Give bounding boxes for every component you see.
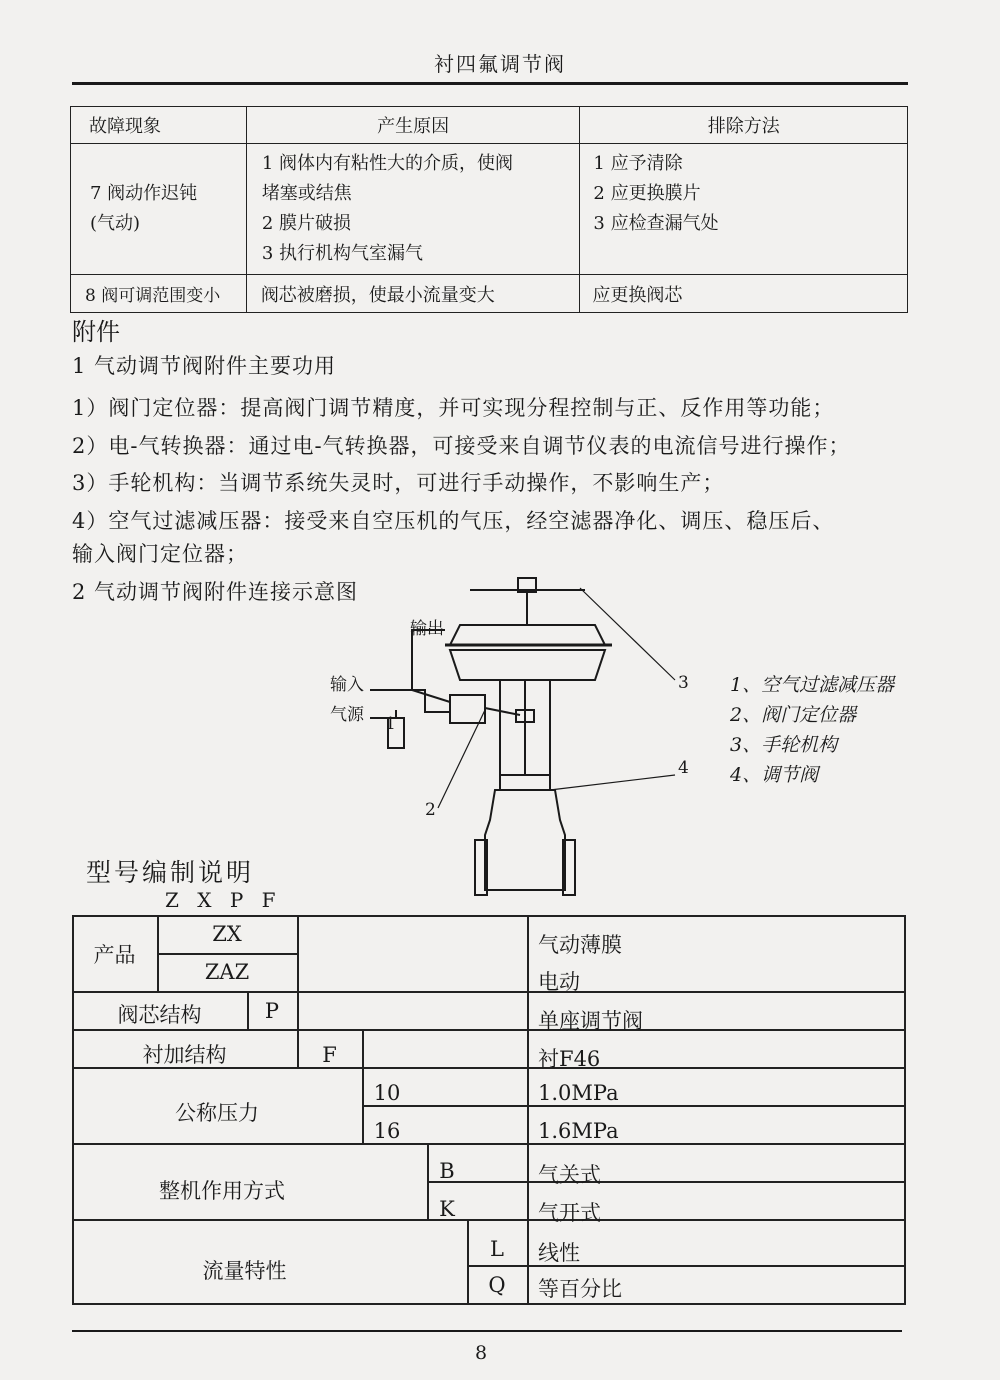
model-air-open: 气开式 bbox=[538, 1201, 601, 1225]
positioner-arm bbox=[485, 708, 520, 715]
header-rule bbox=[72, 82, 908, 85]
model-table bbox=[72, 915, 906, 1305]
legend-item: 1、空气过滤减压器 bbox=[730, 674, 895, 696]
table-row bbox=[71, 144, 908, 275]
diagram-label-input: 输入 bbox=[330, 675, 364, 695]
cause-line: 3 执行机构气室漏气 bbox=[261, 243, 423, 264]
cause-cell: 阀芯被磨损，使最小流量变大 bbox=[246, 275, 580, 313]
accessory-item: 输入阀门定位器； bbox=[72, 542, 248, 566]
model-flow-char-label: 流量特性 bbox=[202, 1259, 287, 1283]
accessory-item: 1）阀门定位器：提高阀门调节精度，并可实现分程控制与正、反作用等功能； bbox=[72, 396, 835, 420]
valve-connection-diagram bbox=[320, 570, 700, 915]
accessory-item: 3）手轮机构：当调节系统失灵时，可进行手动操作，不影响生产； bbox=[72, 471, 725, 495]
model-action-mode-label: 整机作用方式 bbox=[159, 1179, 285, 1203]
diagram-number-4: 4 bbox=[678, 758, 689, 778]
model-code-q: Q bbox=[488, 1273, 506, 1297]
fault-table bbox=[70, 106, 908, 313]
bonnet bbox=[500, 775, 550, 790]
symptom-cell: 8 阀可调范围变小 bbox=[71, 275, 247, 313]
model-core-structure-label: 阀芯结构 bbox=[117, 1003, 202, 1027]
model-f46: 衬F46 bbox=[538, 1047, 601, 1071]
input-pipe bbox=[370, 690, 450, 712]
model-code-b: B bbox=[439, 1159, 455, 1183]
model-code-p: P bbox=[264, 999, 280, 1023]
diagram-number-1: 1 bbox=[385, 714, 396, 734]
model-electric: 电动 bbox=[538, 970, 580, 994]
leader-4 bbox=[550, 775, 675, 790]
remedy-cell bbox=[580, 144, 908, 275]
output-pipe bbox=[412, 630, 450, 702]
cause-line: 堵塞或结焦 bbox=[261, 183, 352, 204]
cause-line: 2 膜片破损 bbox=[261, 213, 351, 234]
model-lining-label: 衬加结构 bbox=[142, 1043, 227, 1067]
remedy-cell: 应更换阀芯 bbox=[580, 275, 908, 313]
actuator-top bbox=[450, 625, 605, 645]
model-code-zx: ZX bbox=[212, 922, 242, 946]
model-single-seat: 单座调节阀 bbox=[538, 1009, 643, 1033]
footer-rule bbox=[72, 1330, 902, 1332]
model-1-6-mpa: 1.6MPa bbox=[538, 1119, 619, 1143]
diagram-label-air-source: 气源 bbox=[330, 705, 364, 725]
model-equal-pct: 等百分比 bbox=[538, 1277, 622, 1301]
model-code-k: K bbox=[439, 1197, 455, 1221]
page-header-title: 衬四氟调节阀 bbox=[434, 52, 566, 76]
diagram-title: 2 气动调节阀附件连接示意图 bbox=[72, 580, 359, 604]
leader-3 bbox=[580, 588, 675, 680]
table-row bbox=[71, 275, 908, 313]
header-remedy: 排除方法 bbox=[580, 107, 908, 144]
header-cause: 产生原因 bbox=[246, 107, 580, 144]
model-product-label: 产品 bbox=[93, 943, 136, 967]
model-code-l: L bbox=[490, 1237, 504, 1261]
page-number: 8 bbox=[475, 1342, 488, 1364]
remedy-line: 1 应予清除 bbox=[593, 153, 683, 174]
diagram-number-2: 2 bbox=[425, 800, 436, 820]
model-nominal-pressure-label: 公称压力 bbox=[175, 1101, 259, 1125]
cause-cell bbox=[246, 144, 580, 275]
diagram-label-output: 输出 bbox=[410, 619, 444, 639]
accessories-subtitle: 1 气动调节阀附件主要功用 bbox=[72, 354, 337, 378]
model-1-0-mpa: 1.0MPa bbox=[538, 1081, 619, 1105]
leader-2 bbox=[438, 710, 485, 808]
model-air-close: 气关式 bbox=[538, 1163, 601, 1187]
symptom-line: (气动) bbox=[90, 213, 141, 234]
section-title-model: 型号编制说明 bbox=[86, 858, 255, 887]
remedy-line: 2 应更换膜片 bbox=[593, 183, 701, 204]
cause-line: 1 阀体内有粘性大的介质，使阀 bbox=[261, 153, 513, 174]
model-code: Z X P F bbox=[165, 888, 282, 912]
model-code-16: 16 bbox=[373, 1119, 401, 1143]
symptom-cell bbox=[71, 144, 247, 275]
header-symptom: 故障现象 bbox=[71, 107, 247, 144]
diagram-number-3: 3 bbox=[678, 673, 689, 693]
legend-item: 4、调节阀 bbox=[730, 764, 819, 786]
diagram-legend bbox=[730, 670, 894, 790]
legend-item: 3、手轮机构 bbox=[730, 734, 838, 756]
section-title-accessories: 附件 bbox=[72, 318, 120, 346]
valve-body bbox=[485, 790, 565, 890]
legend-item: 2、阀门定位器 bbox=[730, 704, 857, 726]
symptom-line: 7 阀动作迟钝 bbox=[90, 183, 198, 204]
model-code-zaz: ZAZ bbox=[204, 960, 250, 984]
model-pneumatic-diaphragm: 气动薄膜 bbox=[538, 933, 622, 957]
actuator-bottom bbox=[450, 650, 605, 680]
model-linear: 线性 bbox=[538, 1241, 580, 1265]
accessory-item: 2）电-气转换器：通过电-气转换器，可接受来自调节仪表的电流信号进行操作； bbox=[72, 434, 851, 458]
accessory-item: 4）空气过滤减压器：接受来自空压机的气压，经空滤器净化、调压、稳压后、 bbox=[72, 509, 835, 533]
remedy-line: 3 应检查漏气处 bbox=[593, 213, 719, 234]
fault-table-header-row bbox=[71, 107, 908, 144]
model-code-10: 10 bbox=[373, 1081, 401, 1105]
model-code-f: F bbox=[322, 1043, 337, 1067]
positioner-box bbox=[450, 695, 485, 723]
